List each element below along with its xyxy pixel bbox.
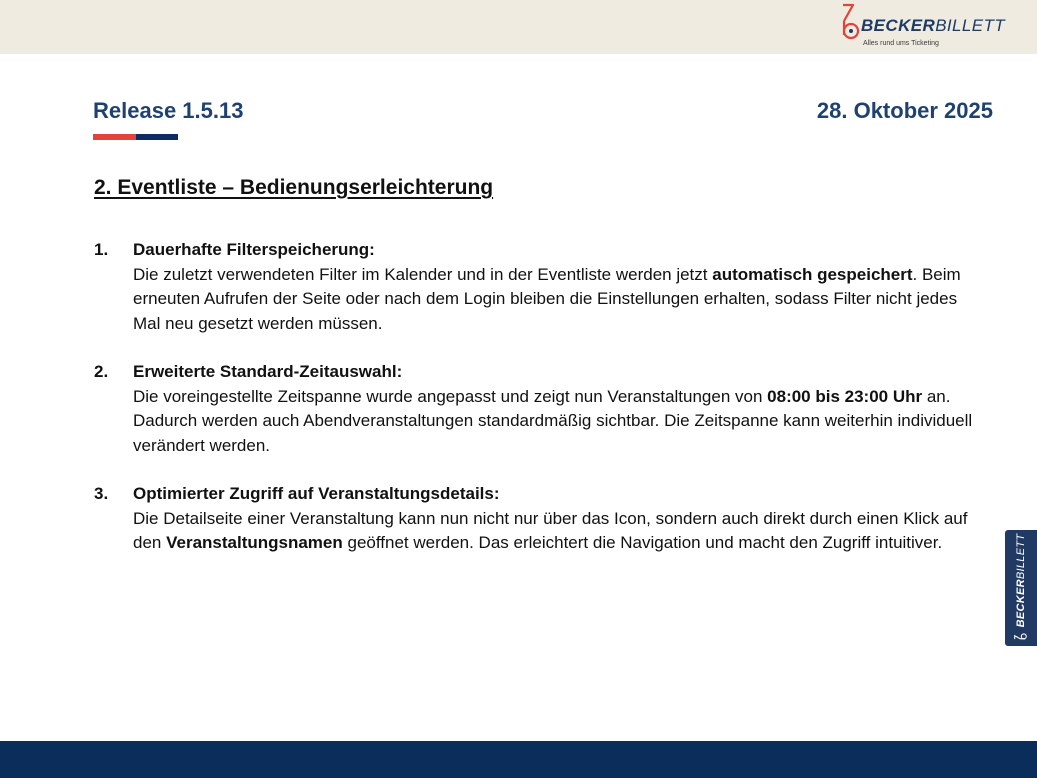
list-item — [94, 482, 974, 556]
item-body — [133, 360, 974, 458]
section-heading: 2. Eventliste – Bedienungserleichterung — [94, 176, 494, 199]
list-item — [94, 238, 974, 336]
header-band — [0, 0, 1037, 54]
accent-bar — [93, 134, 178, 140]
numbered-list — [94, 238, 974, 580]
item-number: 3. — [94, 484, 109, 503]
item-number: 1. — [94, 240, 109, 259]
list-item — [94, 360, 974, 458]
item-text: Die zuletzt verwendeten Filter im Kalender und in der Eventliste werden jetzt automatisch gespeichert. Beim erneuten Aufrufen der Seite oder nach dem Login bleiben die Einstellungen erhalten, sodass Filter nicht jedes Mal neu gesetzt werden müssen. — [133, 264, 961, 333]
item-text: Die Detailseite einer Veranstaltung kann nun nicht nur über das Icon, sondern auch direkt durch einen Klick auf den Veranstaltungsnamen geöffnet werden. Das erleichtert die Navigation und macht den Zugriff intuitiver. — [133, 508, 968, 552]
item-title: Optimierter Zugriff auf Veranstaltungsdetails: — [133, 484, 500, 503]
accent-bar-navy — [136, 134, 178, 140]
item-title: Dauerhafte Filterspeicherung: — [133, 240, 375, 259]
item-number: 2. — [94, 362, 109, 381]
side-tab[interactable] — [1005, 530, 1037, 646]
item-title: Erweiterte Standard-Zeitauswahl: — [133, 362, 403, 381]
item-body — [133, 238, 974, 336]
side-tab-logo-icon — [1014, 630, 1028, 642]
release-title: Release 1.5.13 — [93, 98, 244, 123]
item-body — [133, 482, 974, 556]
logo-tagline: Alles rund ums Ticketing — [863, 40, 939, 47]
becker-billett-logo — [838, 3, 1006, 51]
item-text: Die voreingestellte Zeitspanne wurde angepasst und zeigt nun Veranstaltungen von 08:00 bis 23:00 Uhr an. Dadurch werden auch Abendveranstaltungen standardmäßig sichtbar. Die Zeitspanne kann weiterhin individuell verändert werden. — [133, 386, 973, 455]
side-tab-label: BECKERBILLETT — [1014, 534, 1028, 643]
release-date: 28. Oktober 2025 — [816, 98, 993, 123]
footer-band — [0, 741, 1037, 778]
logo-wordmark: BECKERBILLETT — [861, 16, 1006, 35]
accent-bar-red — [93, 134, 136, 140]
